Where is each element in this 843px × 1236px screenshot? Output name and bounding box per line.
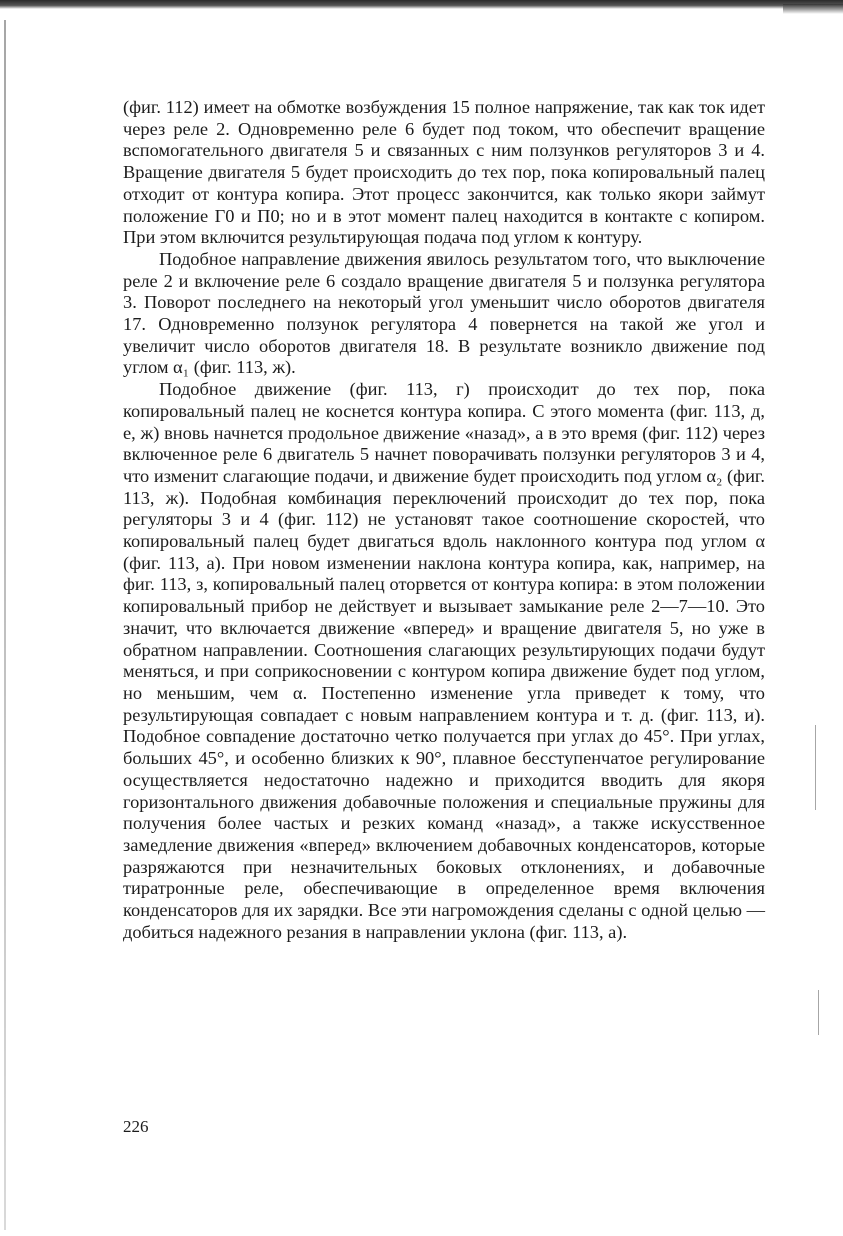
scan-margin-mark (815, 725, 816, 810)
scan-top-edge-tail (783, 4, 843, 14)
paragraph-1: (фиг. 112) имеет на обмотке возбуждения 15 полное напряжение, так как ток идет через реле 2. Одновременно реле 6 будет под током, что обеспечит вращение вспомогательного двигателя 5 и связанных с ним ползунков регуляторов 3 и 4. Вращение двигателя 5 будет происходить до тех пор, пока копировальный палец отходит от контура копира. Этот процесс закончится, как только якори займут положение Г0 и П0; но и в этот момент палец находится в контакте с копиром. При этом включится результирующая подача под углом к контуру. (123, 97, 765, 248)
scan-left-edge (4, 20, 6, 1230)
page-number: 226 (123, 1117, 149, 1136)
body-text (123, 97, 765, 943)
scan-margin-mark (818, 990, 819, 1035)
paragraph-3: Подобное движение (фиг. 113, г) происходит до тех пор, пока копировальный палец не коснется контура копира. С этого момента (фиг. 113, д, е, ж) вновь начнется продольное движение «назад», а в это время (фиг. 112) через включенное реле 6 двигатель 5 начнет поворачивать ползунки регуляторов 3 и 4, что изменит слагающие подачи, и движение будет происходить под углом α₂ (фиг. 113, ж). Подобная комбинация переключений происходит до тех пор, пока регуляторы 3 и 4 (фиг. 112) не установят такое соотношение скоростей, что копировальный палец будет двигаться вдоль наклонного контура под углом α (фиг. 113, а). При новом изменении наклона контура копира, как, например, на фиг. 113, з, копировальный палец оторвется от контура копира: в этом положении копировальный прибор не действует и вызывает замыкание реле 2—7—10. Это значит, что включается движение «вперед» и вращение двигателя 5, но уже в обратном направлении. Соотношения слагающих результирующих подачи будут меняться, и при соприкосновении с контуром копира движение будет под углом, но меньшим, чем α. Постепенно изменение угла приведет к тому, что результирующая совпадает с новым направлением контура и т. д. (фиг. 113, и). Подобное совпадение достаточно четко получается при углах до 45°. При углах, больших 45°, и особенно близких к 90°, плавное бесступенчатое регулирование осуществляется недостаточно надежно и приходится вводить для якоря горизонтального движения добавочные положения и специальные пружины для получения более частых и резких команд «назад», а также искусственное замедление движения «вперед» включением добавочных конденсаторов, которые разряжаются при незначительных боковых отклонениях, и добавочные тиратронные реле, обеспечивающие в определенное время включения конденсаторов для их зарядки. Все эти нагромождения сделаны с одной целью — добиться надежного резания в направлении уклона (фиг. 113, а). (123, 379, 765, 942)
paragraph-2: Подобное направление движения явилось результатом того, что выключение реле 2 и включение реле 6 создало вращение двигателя 5 и ползунка регулятора 3. Поворот последнего на некоторый угол уменьшит число оборотов двигателя 17. Одновременно ползунок регулятора 4 повернется на такой же угол и увеличит число оборотов двигателя 18. В результате возникло движение под углом α₁ (фиг. 113, ж). (123, 248, 765, 378)
scan-top-edge (0, 0, 843, 9)
